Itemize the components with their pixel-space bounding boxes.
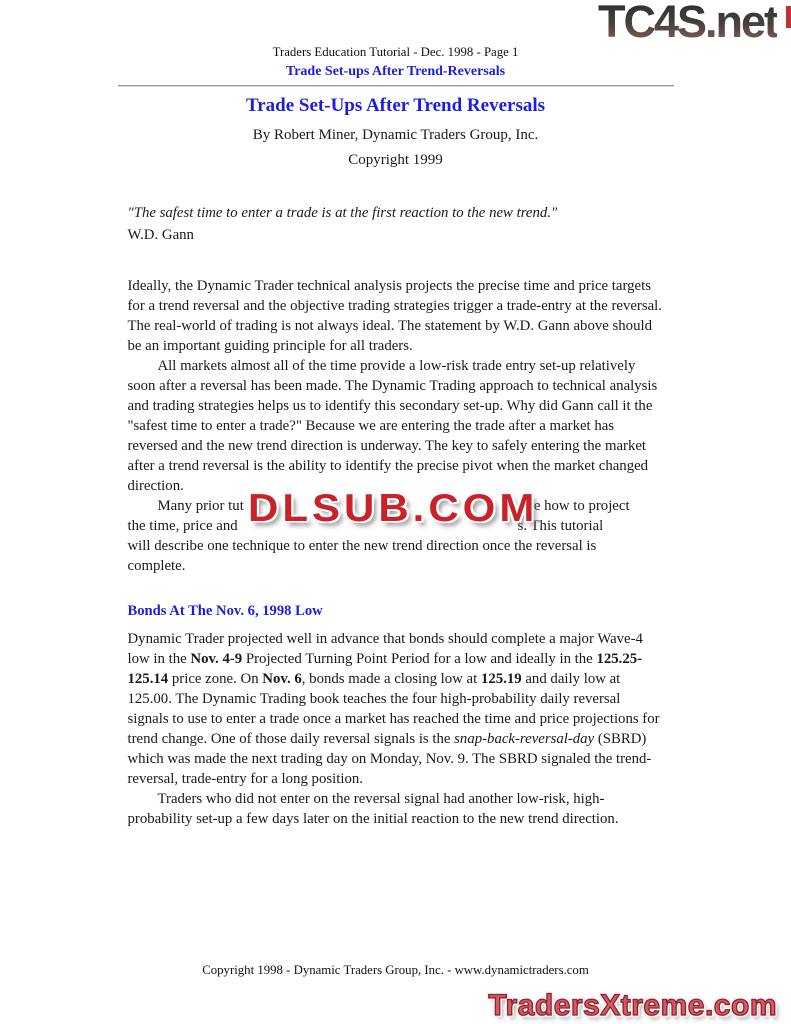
paragraph-intro: Ideally, the Dynamic Trader technical analysis projects the precise time and price targets for a trend reversal and the objective trading strategies trigger a trade-entry at the reversal. The real-world of trading is not always ideal. The statement by W.D. Gann above should be an important guiding principle for all traders. <box>127 278 662 354</box>
byline: By Robert Miner, Dynamic Traders Group, Inc. <box>252 127 539 143</box>
quote-attribution: W.D. Gann <box>127 227 194 243</box>
dlsub-watermark: DLSUB.COM <box>248 485 539 530</box>
text-fragment: e how to project <box>533 498 630 514</box>
page-header-subtitle: Trade Set-ups After Trend-Reversals <box>285 64 506 79</box>
text-fragment: Many prior tut <box>157 498 244 514</box>
paragraph-traders: Traders who did not enter on the reversal signal had another low-risk, high-probability set-up a few days later on the initial reaction to the new trend direction. <box>127 791 619 827</box>
quote-text: "The safest time to enter a trade is at the first reaction to the new trend." <box>127 205 558 221</box>
paragraph-bonds: Dynamic Trader projected well in advance that bonds should complete a major Wave-4 low in the Nov. 4-9 Projected Turning Point Period for a low and ideally in the 125.25-125.14 price zone. On Nov. 6, bonds made a closing low at 125.19 and daily low at 125.00. The Dynamic Trading book teaches the four high-probability daily reversal signals to use to enter a trade once a market has reached the time and price projections for trend change. One of those daily reversal signals is the snap-back-reversal-day (SBRD) which was made the next trading day on Monday, Nov. 9. The SBRD signaled the trend-reversal, trade-entry for a long position. <box>127 631 660 787</box>
text-fragment: the time, price and <box>127 518 238 534</box>
page-header-line: Traders Education Tutorial - Dec. 1998 - Page 1 <box>272 45 519 59</box>
page-content <box>128 0 664 829</box>
page-title: Trade Set-Ups After Trend Reversals <box>245 95 546 116</box>
tc4s-logo: TC4S.net <box>598 0 777 48</box>
text-fragment: will describe one technique to enter the new trend direction once the reversal is <box>127 538 597 554</box>
text-fragment: complete. <box>127 558 186 574</box>
section-heading-bonds: Bonds At The Nov. 6, 1998 Low <box>127 603 323 619</box>
header-divider <box>118 85 674 87</box>
copyright-1999-line: Copyright 1999 <box>348 152 443 168</box>
red-corner-fragment <box>786 6 791 28</box>
footer-copyright: Copyright 1998 - Dynamic Traders Group, Inc. - www.dynamictraders.com <box>202 963 589 977</box>
tradersxtreme-logo: TradersXtreme.com <box>488 989 777 1022</box>
paragraph-all-markets: All markets almost all of the time provide a low-risk trade entry set-up relatively soon after a reversal has been made. The Dynamic Trading approach to technical analysis and trading strategies helps us to identify this secondary set-up. Why did Gann call it the "safest time to enter a trade?" Because we are entering the trade after a market has reversed and the new trend direction is underway. The key to safely entering the market after a trend reversal is the ability to identify the precise pivot when the market changed direction. <box>127 358 658 494</box>
text-fragment: s. This tutorial <box>517 518 604 534</box>
